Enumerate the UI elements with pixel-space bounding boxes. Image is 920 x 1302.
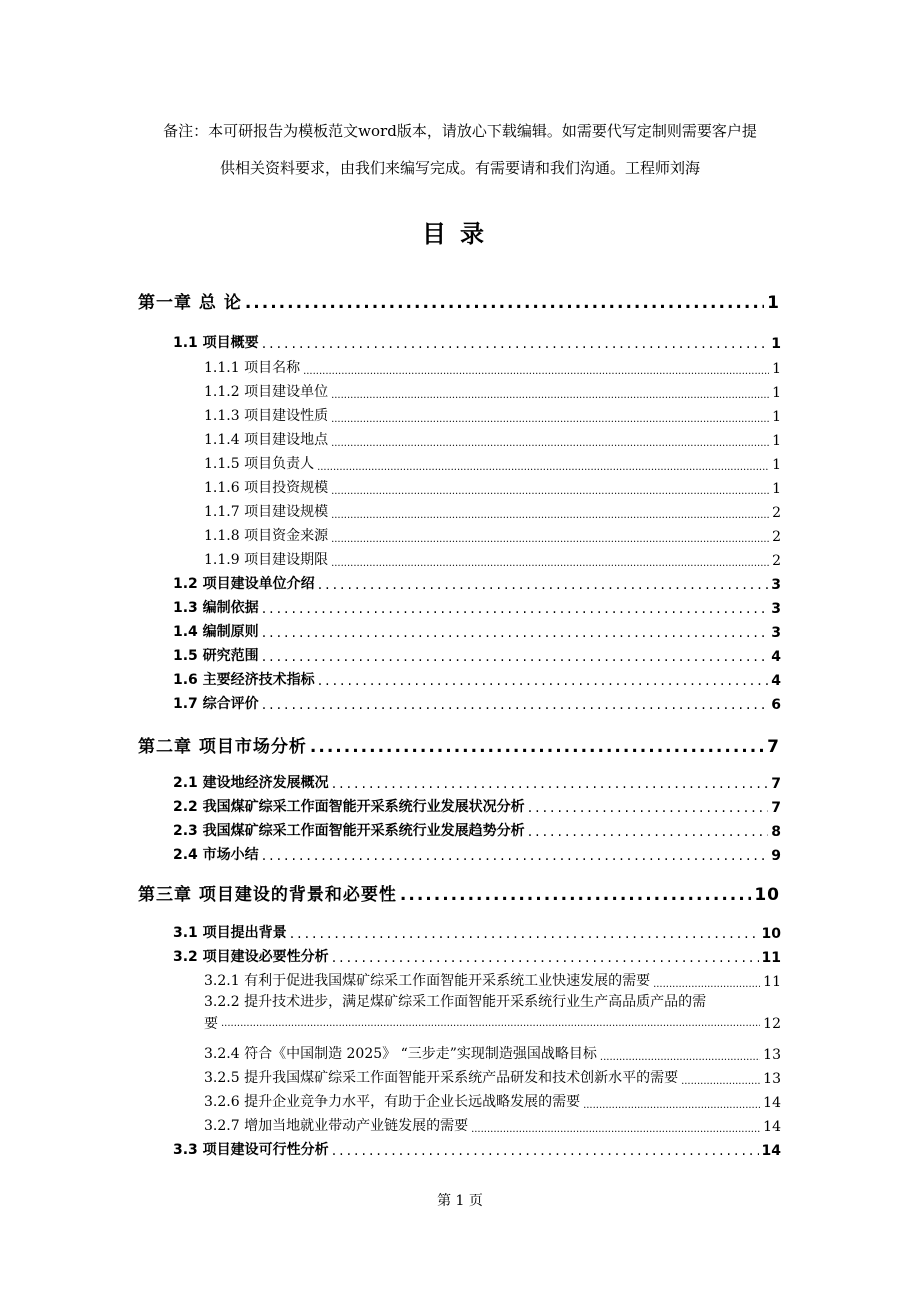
toc-subsection[interactable] [204, 477, 781, 497]
toc-section[interactable] [173, 669, 781, 689]
toc-page-number: 13 [763, 1071, 781, 1087]
dot-leader [221, 1013, 760, 1035]
toc-subsection[interactable] [204, 970, 781, 990]
toc-entry-label: 1.6 主要经济技术指标 [173, 672, 315, 688]
toc-page-number: 1 [772, 361, 781, 377]
toc-section[interactable] [173, 597, 781, 617]
toc-page-number: 3 [771, 577, 781, 593]
dot-leader [262, 625, 769, 641]
toc-entry-label: 2.4 市场小结 [173, 847, 259, 863]
toc-page-number: 7 [767, 737, 780, 757]
dot-leader [290, 926, 759, 942]
dot-leader [600, 1052, 760, 1063]
dot-leader [262, 697, 769, 713]
toc-page-number: 12 [763, 1016, 781, 1032]
toc-subsection[interactable] [204, 549, 781, 569]
toc-subsection[interactable] [204, 405, 781, 425]
toc-entry-label: 3.2.1 有利于促进我国煤矿综采工作面智能开采系统工业快速发展的需要 [204, 973, 651, 989]
toc-page-number: 14 [763, 1095, 781, 1111]
toc-entry-label: 1.1 项目概要 [173, 335, 259, 351]
dot-leader [528, 800, 769, 816]
toc-entry[interactable] [204, 991, 781, 1035]
dot-leader [331, 438, 769, 449]
toc-section[interactable] [173, 645, 781, 665]
dot-leader [262, 649, 769, 665]
page-footer: 第 1 页 [437, 1193, 483, 1209]
dot-leader [583, 1100, 760, 1111]
toc-subsection[interactable] [204, 1091, 781, 1111]
toc-page-number: 1 [772, 457, 781, 473]
toc-subsection[interactable] [204, 501, 781, 521]
dot-leader [332, 776, 769, 792]
toc-entry-label: 1.1.3 项目建设性质 [204, 408, 329, 424]
dot-leader [262, 601, 769, 617]
toc-page-number: 13 [763, 1047, 781, 1063]
toc-page-number: 4 [771, 673, 781, 689]
dot-leader [245, 293, 764, 313]
toc-entry-label: 1.7 综合评价 [173, 696, 259, 712]
dot-leader [681, 1076, 760, 1087]
toc-subsection[interactable] [204, 381, 781, 401]
toc-subsection[interactable] [204, 429, 781, 449]
toc-page-number: 14 [761, 1143, 781, 1159]
toc-chapter[interactable] [138, 732, 780, 757]
dot-leader [318, 673, 769, 689]
dot-leader [331, 414, 769, 425]
note-line-1: 备注：本可研报告为模板范文word版本，请放心下载编辑。如需要代写定制则需要客户提 [163, 122, 757, 140]
toc-page-number: 3 [771, 625, 781, 641]
toc-page-number: 1 [772, 433, 781, 449]
page-title: 目录 [422, 220, 498, 248]
toc-entry-label: 3.3 项目建设可行性分析 [173, 1142, 329, 1158]
dot-leader [318, 577, 769, 593]
toc-page-number: 1 [767, 293, 780, 313]
toc-page-number: 7 [771, 776, 781, 792]
toc-section[interactable] [173, 1139, 781, 1159]
toc-subsection[interactable] [204, 453, 781, 473]
toc-page-number: 14 [763, 1119, 781, 1135]
dot-leader [331, 390, 769, 401]
toc-entry-label: 第二章 项目市场分析 [138, 737, 307, 757]
toc-entry-label: 2.1 建设地经济发展概况 [173, 775, 329, 791]
toc-page-number: 10 [754, 885, 780, 905]
dot-leader [317, 462, 769, 473]
toc-page-number: 1 [771, 336, 781, 352]
toc-entry-label: 2.2 我国煤矿综采工作面智能开采系统行业发展状况分析 [173, 799, 525, 815]
toc-entry-label: 3.2.6 提升企业竞争力水平，有助于企业长远战略发展的需要 [204, 1094, 581, 1110]
dot-leader [332, 950, 759, 966]
dot-leader [262, 336, 769, 352]
toc-entry-label: 1.1.2 项目建设单位 [204, 384, 329, 400]
toc-entry-label: 2.3 我国煤矿综采工作面智能开采系统行业发展趋势分析 [173, 823, 525, 839]
toc-entry-label: 1.1.5 项目负责人 [204, 456, 315, 472]
dot-leader [310, 737, 764, 757]
toc-page-number: 3 [771, 601, 781, 617]
toc-page-number: 1 [772, 481, 781, 497]
toc-section[interactable] [173, 621, 781, 641]
toc-page-number: 9 [771, 848, 781, 864]
toc-subsection[interactable] [204, 357, 781, 377]
dot-leader [332, 1143, 759, 1159]
toc-entry-label: 3.1 项目提出背景 [173, 925, 287, 941]
toc-entry-label: 第一章 总 论 [138, 293, 242, 313]
toc-page-number: 2 [772, 505, 781, 521]
toc-subsection[interactable] [204, 1067, 781, 1087]
note-line-2: 供相关资料要求，由我们来编写完成。有需要请和我们沟通。工程师刘海 [219, 159, 700, 177]
toc-entry-label: 1.3 编制依据 [173, 600, 259, 616]
toc-entry-label: 1.1.4 项目建设地点 [204, 432, 329, 448]
toc-chapter[interactable] [138, 880, 780, 905]
toc-subsection[interactable] [204, 1043, 781, 1063]
toc-entry-label: 1.2 项目建设单位介绍 [173, 576, 315, 592]
toc-entry-label: 1.5 研究范围 [173, 648, 259, 664]
toc-page-number: 2 [772, 553, 781, 569]
dot-leader [262, 848, 769, 864]
toc-section[interactable] [173, 922, 781, 942]
toc-page-number: 1 [772, 385, 781, 401]
toc-section[interactable] [173, 573, 781, 593]
toc-chapter[interactable] [138, 288, 780, 313]
toc-page-number: 11 [763, 974, 781, 990]
toc-page-number: 4 [771, 649, 781, 665]
toc-page-number: 11 [761, 950, 781, 966]
toc-section[interactable] [173, 946, 781, 966]
toc-entry-label: 3.2.2 提升技术进步，满足煤矿综采工作面智能开采系统行业生产高品质产品的需 [204, 994, 707, 1010]
toc-page-number: 10 [761, 926, 781, 942]
dot-leader [331, 486, 769, 497]
toc-entry-label: 第三章 项目建设的背景和必要性 [138, 885, 397, 905]
toc-page-number: 7 [771, 800, 781, 816]
toc-page-number: 2 [772, 529, 781, 545]
toc-entry-label: 3.2.4 符合《中国制造 2025》 “三步走”实现制造强国战略目标 [204, 1046, 597, 1062]
toc-entry-label: 1.4 编制原则 [173, 624, 259, 640]
dot-leader [471, 1124, 760, 1135]
toc-section[interactable] [173, 332, 781, 352]
dot-leader [400, 885, 751, 905]
toc-subsection[interactable] [204, 525, 781, 545]
dot-leader [303, 366, 769, 377]
toc-entry-label-continued: 要 [204, 1016, 218, 1032]
dot-leader [528, 824, 769, 840]
dot-leader [331, 510, 769, 521]
dot-leader [331, 558, 769, 569]
toc-section[interactable] [173, 820, 781, 840]
toc-entry-label: 1.1.7 项目建设规模 [204, 504, 329, 520]
toc-entry-label: 3.2.5 提升我国煤矿综采工作面智能开采系统产品研发和技术创新水平的需要 [204, 1070, 679, 1086]
toc-entry-label: 3.2 项目建设必要性分析 [173, 949, 329, 965]
toc-section[interactable] [173, 693, 781, 713]
toc-subsection[interactable] [204, 1115, 781, 1135]
toc-section[interactable] [173, 772, 781, 792]
toc-section[interactable] [173, 796, 781, 816]
toc-entry-label: 1.1.9 项目建设期限 [204, 552, 329, 568]
toc-entry-label: 3.2.7 增加当地就业带动产业链发展的需要 [204, 1118, 469, 1134]
dot-leader [331, 534, 769, 545]
toc-page-number: 6 [771, 697, 781, 713]
toc-section[interactable] [173, 844, 781, 864]
toc-entry-label: 1.1.8 项目资金来源 [204, 528, 329, 544]
toc-entry-label: 1.1.1 项目名称 [204, 360, 301, 376]
dot-leader [653, 979, 760, 990]
toc-page-number: 1 [772, 409, 781, 425]
toc-page-number: 8 [771, 824, 781, 840]
toc-entry-label: 1.1.6 项目投资规模 [204, 480, 329, 496]
